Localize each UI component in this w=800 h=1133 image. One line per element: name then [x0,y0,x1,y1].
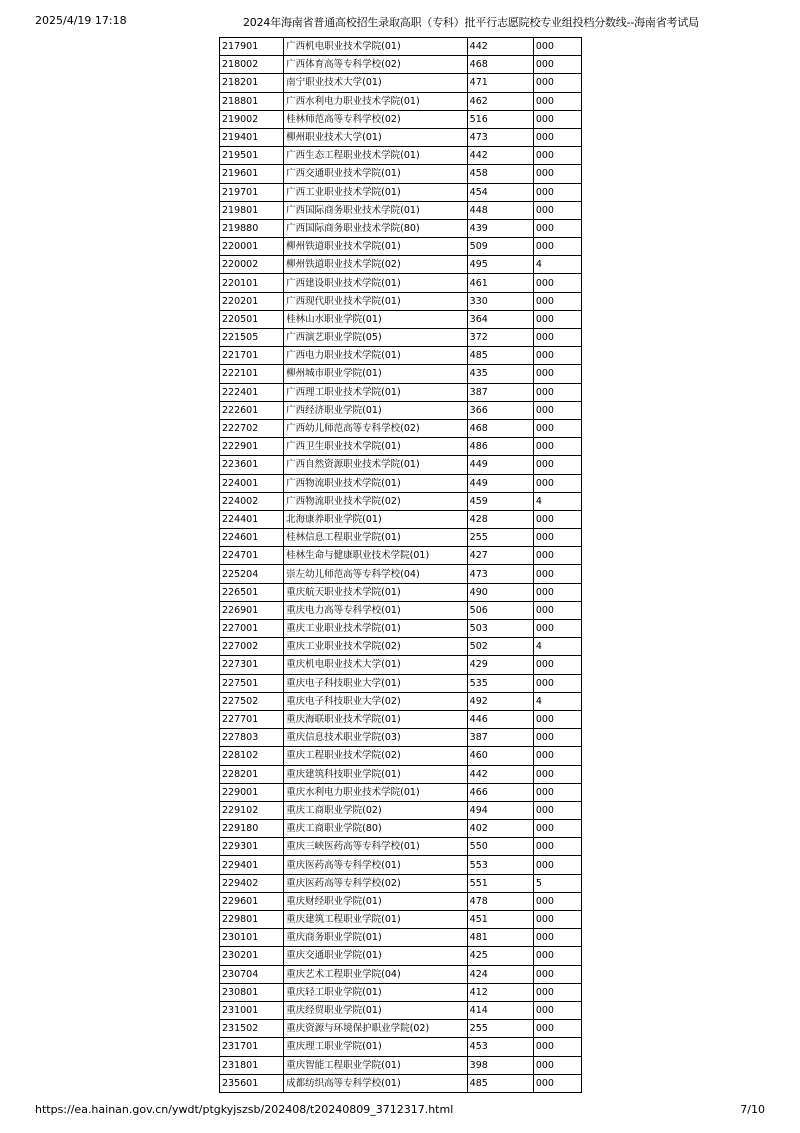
min-score-cell: 366 [467,401,533,419]
rank-cell: 000 [533,856,581,874]
table-row [220,656,582,674]
rank-cell: 000 [533,510,581,528]
min-score-cell: 442 [467,147,533,165]
group-code-cell: 229601 [220,892,284,910]
table-row [220,947,582,965]
min-score-cell: 453 [467,1038,533,1056]
institution-name-cell: 重庆水利电力职业技术学院(01) [284,783,468,801]
rank-cell: 000 [533,365,581,383]
rank-cell: 000 [533,238,581,256]
table-row [220,820,582,838]
group-code-cell: 230704 [220,965,284,983]
table-row [220,1001,582,1019]
institution-name-cell: 重庆电力高等专科学校(01) [284,601,468,619]
min-score-cell: 451 [467,911,533,929]
table-row [220,474,582,492]
group-code-cell: 224001 [220,474,284,492]
min-score-cell: 439 [467,219,533,237]
table-row [220,1020,582,1038]
group-code-cell: 231502 [220,1020,284,1038]
rank-cell: 000 [533,1074,581,1092]
group-code-cell: 219601 [220,165,284,183]
min-score-cell: 460 [467,747,533,765]
group-code-cell: 226901 [220,601,284,619]
rank-cell: 000 [533,201,581,219]
table-row [220,892,582,910]
group-code-cell: 224701 [220,547,284,565]
min-score-cell: 503 [467,620,533,638]
institution-name-cell: 重庆医药高等专科学校(01) [284,856,468,874]
group-code-cell: 231001 [220,1001,284,1019]
table-row [220,801,582,819]
min-score-cell: 387 [467,729,533,747]
institution-name-cell: 重庆电子科技职业大学(02) [284,692,468,710]
page-number: 7/10 [740,1103,765,1116]
min-score-cell: 471 [467,74,533,92]
group-code-cell: 222401 [220,383,284,401]
rank-cell: 000 [533,838,581,856]
institution-name-cell: 广西体育高等专科学校(02) [284,56,468,74]
rank-cell: 000 [533,583,581,601]
institution-name-cell: 重庆财经职业学院(01) [284,892,468,910]
min-score-cell: 553 [467,856,533,874]
rank-cell: 4 [533,492,581,510]
table-row [220,747,582,765]
institution-name-cell: 柳州职业技术大学(01) [284,128,468,146]
institution-name-cell: 桂林山水职业学院(01) [284,310,468,328]
institution-name-cell: 柳州铁道职业技术学院(01) [284,238,468,256]
group-code-cell: 229401 [220,856,284,874]
rank-cell: 000 [533,820,581,838]
rank-cell: 000 [533,38,581,56]
institution-name-cell: 柳州铁道职业技术学院(02) [284,256,468,274]
group-code-cell: 229801 [220,911,284,929]
group-code-cell: 231701 [220,1038,284,1056]
table-row [220,1056,582,1074]
group-code-cell: 224601 [220,529,284,547]
table-row [220,1074,582,1092]
min-score-cell: 446 [467,710,533,728]
group-code-cell: 224401 [220,510,284,528]
group-code-cell: 227002 [220,638,284,656]
rank-cell: 000 [533,183,581,201]
rank-cell: 4 [533,256,581,274]
institution-name-cell: 广西工业职业技术学院(01) [284,183,468,201]
table-row [220,292,582,310]
rank-cell: 000 [533,729,581,747]
institution-name-cell: 广西电力职业技术学院(01) [284,347,468,365]
min-score-cell: 462 [467,92,533,110]
table-row [220,256,582,274]
min-score-cell: 485 [467,347,533,365]
group-code-cell: 221701 [220,347,284,365]
institution-name-cell: 桂林信息工程职业学院(01) [284,529,468,547]
min-score-cell: 516 [467,110,533,128]
institution-name-cell: 重庆信息技术职业学院(03) [284,729,468,747]
institution-name-cell: 重庆商务职业学院(01) [284,929,468,947]
institution-name-cell: 广西现代职业技术学院(01) [284,292,468,310]
rank-cell: 000 [533,801,581,819]
rank-cell: 000 [533,56,581,74]
rank-cell: 000 [533,911,581,929]
table-row [220,601,582,619]
institution-name-cell: 重庆机电职业技术大学(01) [284,656,468,674]
table-row [220,638,582,656]
group-code-cell: 231801 [220,1056,284,1074]
score-table-body [220,38,582,1093]
min-score-cell: 486 [467,438,533,456]
rank-cell: 000 [533,74,581,92]
rank-cell: 000 [533,965,581,983]
institution-name-cell: 重庆建筑工程职业学院(01) [284,911,468,929]
min-score-cell: 255 [467,1020,533,1038]
min-score-cell: 424 [467,965,533,983]
page-url[interactable]: https://ea.hainan.gov.cn/ywdt/ptgkyjszsb/202408/t20240809_3712317.html [35,1103,454,1116]
institution-name-cell: 重庆艺术工程职业学院(04) [284,965,468,983]
min-score-cell: 550 [467,838,533,856]
min-score-cell: 442 [467,38,533,56]
group-code-cell: 223601 [220,456,284,474]
institution-name-cell: 广西演艺职业学院(05) [284,329,468,347]
table-row [220,201,582,219]
rank-cell: 000 [533,383,581,401]
group-code-cell: 229102 [220,801,284,819]
rank-cell: 000 [533,983,581,1001]
institution-name-cell: 广西建设职业技术学院(01) [284,274,468,292]
institution-name-cell: 重庆三峡医药高等专科学校(01) [284,838,468,856]
min-score-cell: 509 [467,238,533,256]
table-row [220,674,582,692]
institution-name-cell: 广西卫生职业技术学院(01) [284,438,468,456]
group-code-cell: 230801 [220,983,284,1001]
group-code-cell: 219501 [220,147,284,165]
rank-cell: 000 [533,128,581,146]
institution-name-cell: 广西机电职业技术学院(01) [284,38,468,56]
rank-cell: 000 [533,1020,581,1038]
table-row [220,347,582,365]
institution-name-cell: 重庆工商职业学院(02) [284,801,468,819]
institution-name-cell: 柳州城市职业学院(01) [284,365,468,383]
rank-cell: 000 [533,456,581,474]
group-code-cell: 219880 [220,219,284,237]
group-code-cell: 219002 [220,110,284,128]
group-code-cell: 228102 [220,747,284,765]
rank-cell: 000 [533,747,581,765]
min-score-cell: 428 [467,510,533,528]
table-row [220,510,582,528]
table-row [220,438,582,456]
min-score-cell: 551 [467,874,533,892]
institution-name-cell: 广西生态工程职业技术学院(01) [284,147,468,165]
table-row [220,401,582,419]
group-code-cell: 229301 [220,838,284,856]
rank-cell: 000 [533,620,581,638]
rank-cell: 000 [533,1056,581,1074]
group-code-cell: 225204 [220,565,284,583]
institution-name-cell: 重庆海联职业技术学院(01) [284,710,468,728]
group-code-cell: 219701 [220,183,284,201]
institution-name-cell: 重庆工程职业技术学院(02) [284,747,468,765]
rank-cell: 000 [533,1038,581,1056]
min-score-cell: 461 [467,274,533,292]
rank-cell: 000 [533,438,581,456]
group-code-cell: 230201 [220,947,284,965]
rank-cell: 000 [533,292,581,310]
group-code-cell: 222901 [220,438,284,456]
rank-cell: 000 [533,529,581,547]
institution-name-cell: 成都纺织高等专科学校(01) [284,1074,468,1092]
institution-name-cell: 广西国际商务职业技术学院(01) [284,201,468,219]
rank-cell: 4 [533,638,581,656]
min-score-cell: 502 [467,638,533,656]
min-score-cell: 372 [467,329,533,347]
rank-cell: 000 [533,656,581,674]
min-score-cell: 473 [467,128,533,146]
institution-name-cell: 重庆电子科技职业大学(01) [284,674,468,692]
table-row [220,1038,582,1056]
table-row [220,74,582,92]
institution-name-cell: 重庆智能工程职业学院(01) [284,1056,468,1074]
table-row [220,310,582,328]
score-table [219,37,582,1093]
institution-name-cell: 广西物流职业技术学院(01) [284,474,468,492]
group-code-cell: 222601 [220,401,284,419]
min-score-cell: 468 [467,419,533,437]
group-code-cell: 222702 [220,419,284,437]
institution-name-cell: 桂林师范高等专科学校(02) [284,110,468,128]
min-score-cell: 490 [467,583,533,601]
min-score-cell: 448 [467,201,533,219]
rank-cell: 000 [533,1001,581,1019]
table-row [220,547,582,565]
group-code-cell: 229001 [220,783,284,801]
institution-name-cell: 崇左幼儿师范高等专科学校(04) [284,565,468,583]
min-score-cell: 454 [467,183,533,201]
institution-name-cell: 重庆医药高等专科学校(02) [284,874,468,892]
group-code-cell: 221505 [220,329,284,347]
group-code-cell: 218801 [220,92,284,110]
rank-cell: 000 [533,947,581,965]
min-score-cell: 481 [467,929,533,947]
min-score-cell: 494 [467,801,533,819]
rank-cell: 000 [533,674,581,692]
group-code-cell: 227502 [220,692,284,710]
table-row [220,56,582,74]
institution-name-cell: 重庆工业职业技术学院(01) [284,620,468,638]
group-code-cell: 229180 [220,820,284,838]
min-score-cell: 398 [467,1056,533,1074]
group-code-cell: 218002 [220,56,284,74]
institution-name-cell: 广西自然资源职业技术学院(01) [284,456,468,474]
table-row [220,329,582,347]
institution-name-cell: 广西幼儿师范高等专科学校(02) [284,419,468,437]
group-code-cell: 227001 [220,620,284,638]
group-code-cell: 227803 [220,729,284,747]
rank-cell: 000 [533,765,581,783]
table-row [220,565,582,583]
min-score-cell: 485 [467,1074,533,1092]
table-row [220,456,582,474]
table-row [220,165,582,183]
rank-cell: 000 [533,547,581,565]
group-code-cell: 224002 [220,492,284,510]
table-row [220,383,582,401]
institution-name-cell: 重庆资源与环境保护职业学院(02) [284,1020,468,1038]
min-score-cell: 330 [467,292,533,310]
institution-name-cell: 重庆轻工职业学院(01) [284,983,468,1001]
page-title: 2024年海南省普通高校招生录取高职（专科）批平行志愿院校专业组投档分数线--海南省考试局 [243,16,699,29]
rank-cell: 000 [533,401,581,419]
table-row [220,38,582,56]
group-code-cell: 228201 [220,765,284,783]
institution-name-cell: 广西理工职业技术学院(01) [284,383,468,401]
table-row [220,92,582,110]
group-code-cell: 226501 [220,583,284,601]
institution-name-cell: 广西国际商务职业技术学院(80) [284,219,468,237]
min-score-cell: 473 [467,565,533,583]
table-row [220,874,582,892]
rank-cell: 000 [533,310,581,328]
group-code-cell: 227301 [220,656,284,674]
rank-cell: 000 [533,165,581,183]
group-code-cell: 220501 [220,310,284,328]
min-score-cell: 535 [467,674,533,692]
table-row [220,620,582,638]
table-row [220,365,582,383]
rank-cell: 5 [533,874,581,892]
institution-name-cell: 桂林生命与健康职业技术学院(01) [284,547,468,565]
group-code-cell: 230101 [220,929,284,947]
group-code-cell: 219801 [220,201,284,219]
table-row [220,729,582,747]
table-row [220,838,582,856]
rank-cell: 000 [533,219,581,237]
min-score-cell: 364 [467,310,533,328]
min-score-cell: 495 [467,256,533,274]
institution-name-cell: 重庆经贸职业学院(01) [284,1001,468,1019]
rank-cell: 000 [533,347,581,365]
group-code-cell: 218201 [220,74,284,92]
rank-cell: 000 [533,147,581,165]
institution-name-cell: 重庆工业职业技术学院(02) [284,638,468,656]
rank-cell: 000 [533,601,581,619]
group-code-cell: 227501 [220,674,284,692]
table-row [220,710,582,728]
min-score-cell: 466 [467,783,533,801]
table-row [220,147,582,165]
table-row [220,765,582,783]
institution-name-cell: 广西物流职业技术学院(02) [284,492,468,510]
min-score-cell: 478 [467,892,533,910]
rank-cell: 000 [533,565,581,583]
institution-name-cell: 重庆工商职业学院(80) [284,820,468,838]
institution-name-cell: 重庆航天职业技术学院(01) [284,583,468,601]
table-row [220,274,582,292]
rank-cell: 000 [533,92,581,110]
rank-cell: 000 [533,929,581,947]
min-score-cell: 425 [467,947,533,965]
table-row [220,983,582,1001]
institution-name-cell: 广西水利电力职业技术学院(01) [284,92,468,110]
table-row [220,583,582,601]
table-row [220,911,582,929]
group-code-cell: 219401 [220,128,284,146]
group-code-cell: 227701 [220,710,284,728]
table-row [220,110,582,128]
table-row [220,929,582,947]
table-row [220,965,582,983]
min-score-cell: 506 [467,601,533,619]
table-row [220,419,582,437]
institution-name-cell: 重庆理工职业学院(01) [284,1038,468,1056]
table-row [220,183,582,201]
group-code-cell: 222101 [220,365,284,383]
table-row [220,238,582,256]
rank-cell: 000 [533,783,581,801]
group-code-cell: 235601 [220,1074,284,1092]
group-code-cell: 220002 [220,256,284,274]
table-row [220,529,582,547]
min-score-cell: 402 [467,820,533,838]
table-row [220,856,582,874]
table-row [220,128,582,146]
min-score-cell: 442 [467,765,533,783]
min-score-cell: 459 [467,492,533,510]
group-code-cell: 220201 [220,292,284,310]
min-score-cell: 387 [467,383,533,401]
min-score-cell: 412 [467,983,533,1001]
table-row [220,219,582,237]
institution-name-cell: 重庆交通职业学院(01) [284,947,468,965]
institution-name-cell: 广西经济职业学院(01) [284,401,468,419]
group-code-cell: 229402 [220,874,284,892]
rank-cell: 000 [533,419,581,437]
table-row [220,783,582,801]
rank-cell: 000 [533,710,581,728]
min-score-cell: 414 [467,1001,533,1019]
print-datetime: 2025/4/19 17:18 [35,14,127,27]
min-score-cell: 468 [467,56,533,74]
group-code-cell: 217901 [220,38,284,56]
rank-cell: 000 [533,329,581,347]
table-row [220,692,582,710]
rank-cell: 4 [533,692,581,710]
min-score-cell: 449 [467,456,533,474]
institution-name-cell: 重庆建筑科技职业学院(01) [284,765,468,783]
group-code-cell: 220101 [220,274,284,292]
institution-name-cell: 广西交通职业技术学院(01) [284,165,468,183]
institution-name-cell: 南宁职业技术大学(01) [284,74,468,92]
min-score-cell: 427 [467,547,533,565]
min-score-cell: 492 [467,692,533,710]
rank-cell: 000 [533,474,581,492]
min-score-cell: 429 [467,656,533,674]
min-score-cell: 449 [467,474,533,492]
group-code-cell: 220001 [220,238,284,256]
rank-cell: 000 [533,892,581,910]
table-row [220,492,582,510]
min-score-cell: 435 [467,365,533,383]
rank-cell: 000 [533,110,581,128]
rank-cell: 000 [533,274,581,292]
min-score-cell: 255 [467,529,533,547]
institution-name-cell: 北海康养职业学院(01) [284,510,468,528]
min-score-cell: 458 [467,165,533,183]
